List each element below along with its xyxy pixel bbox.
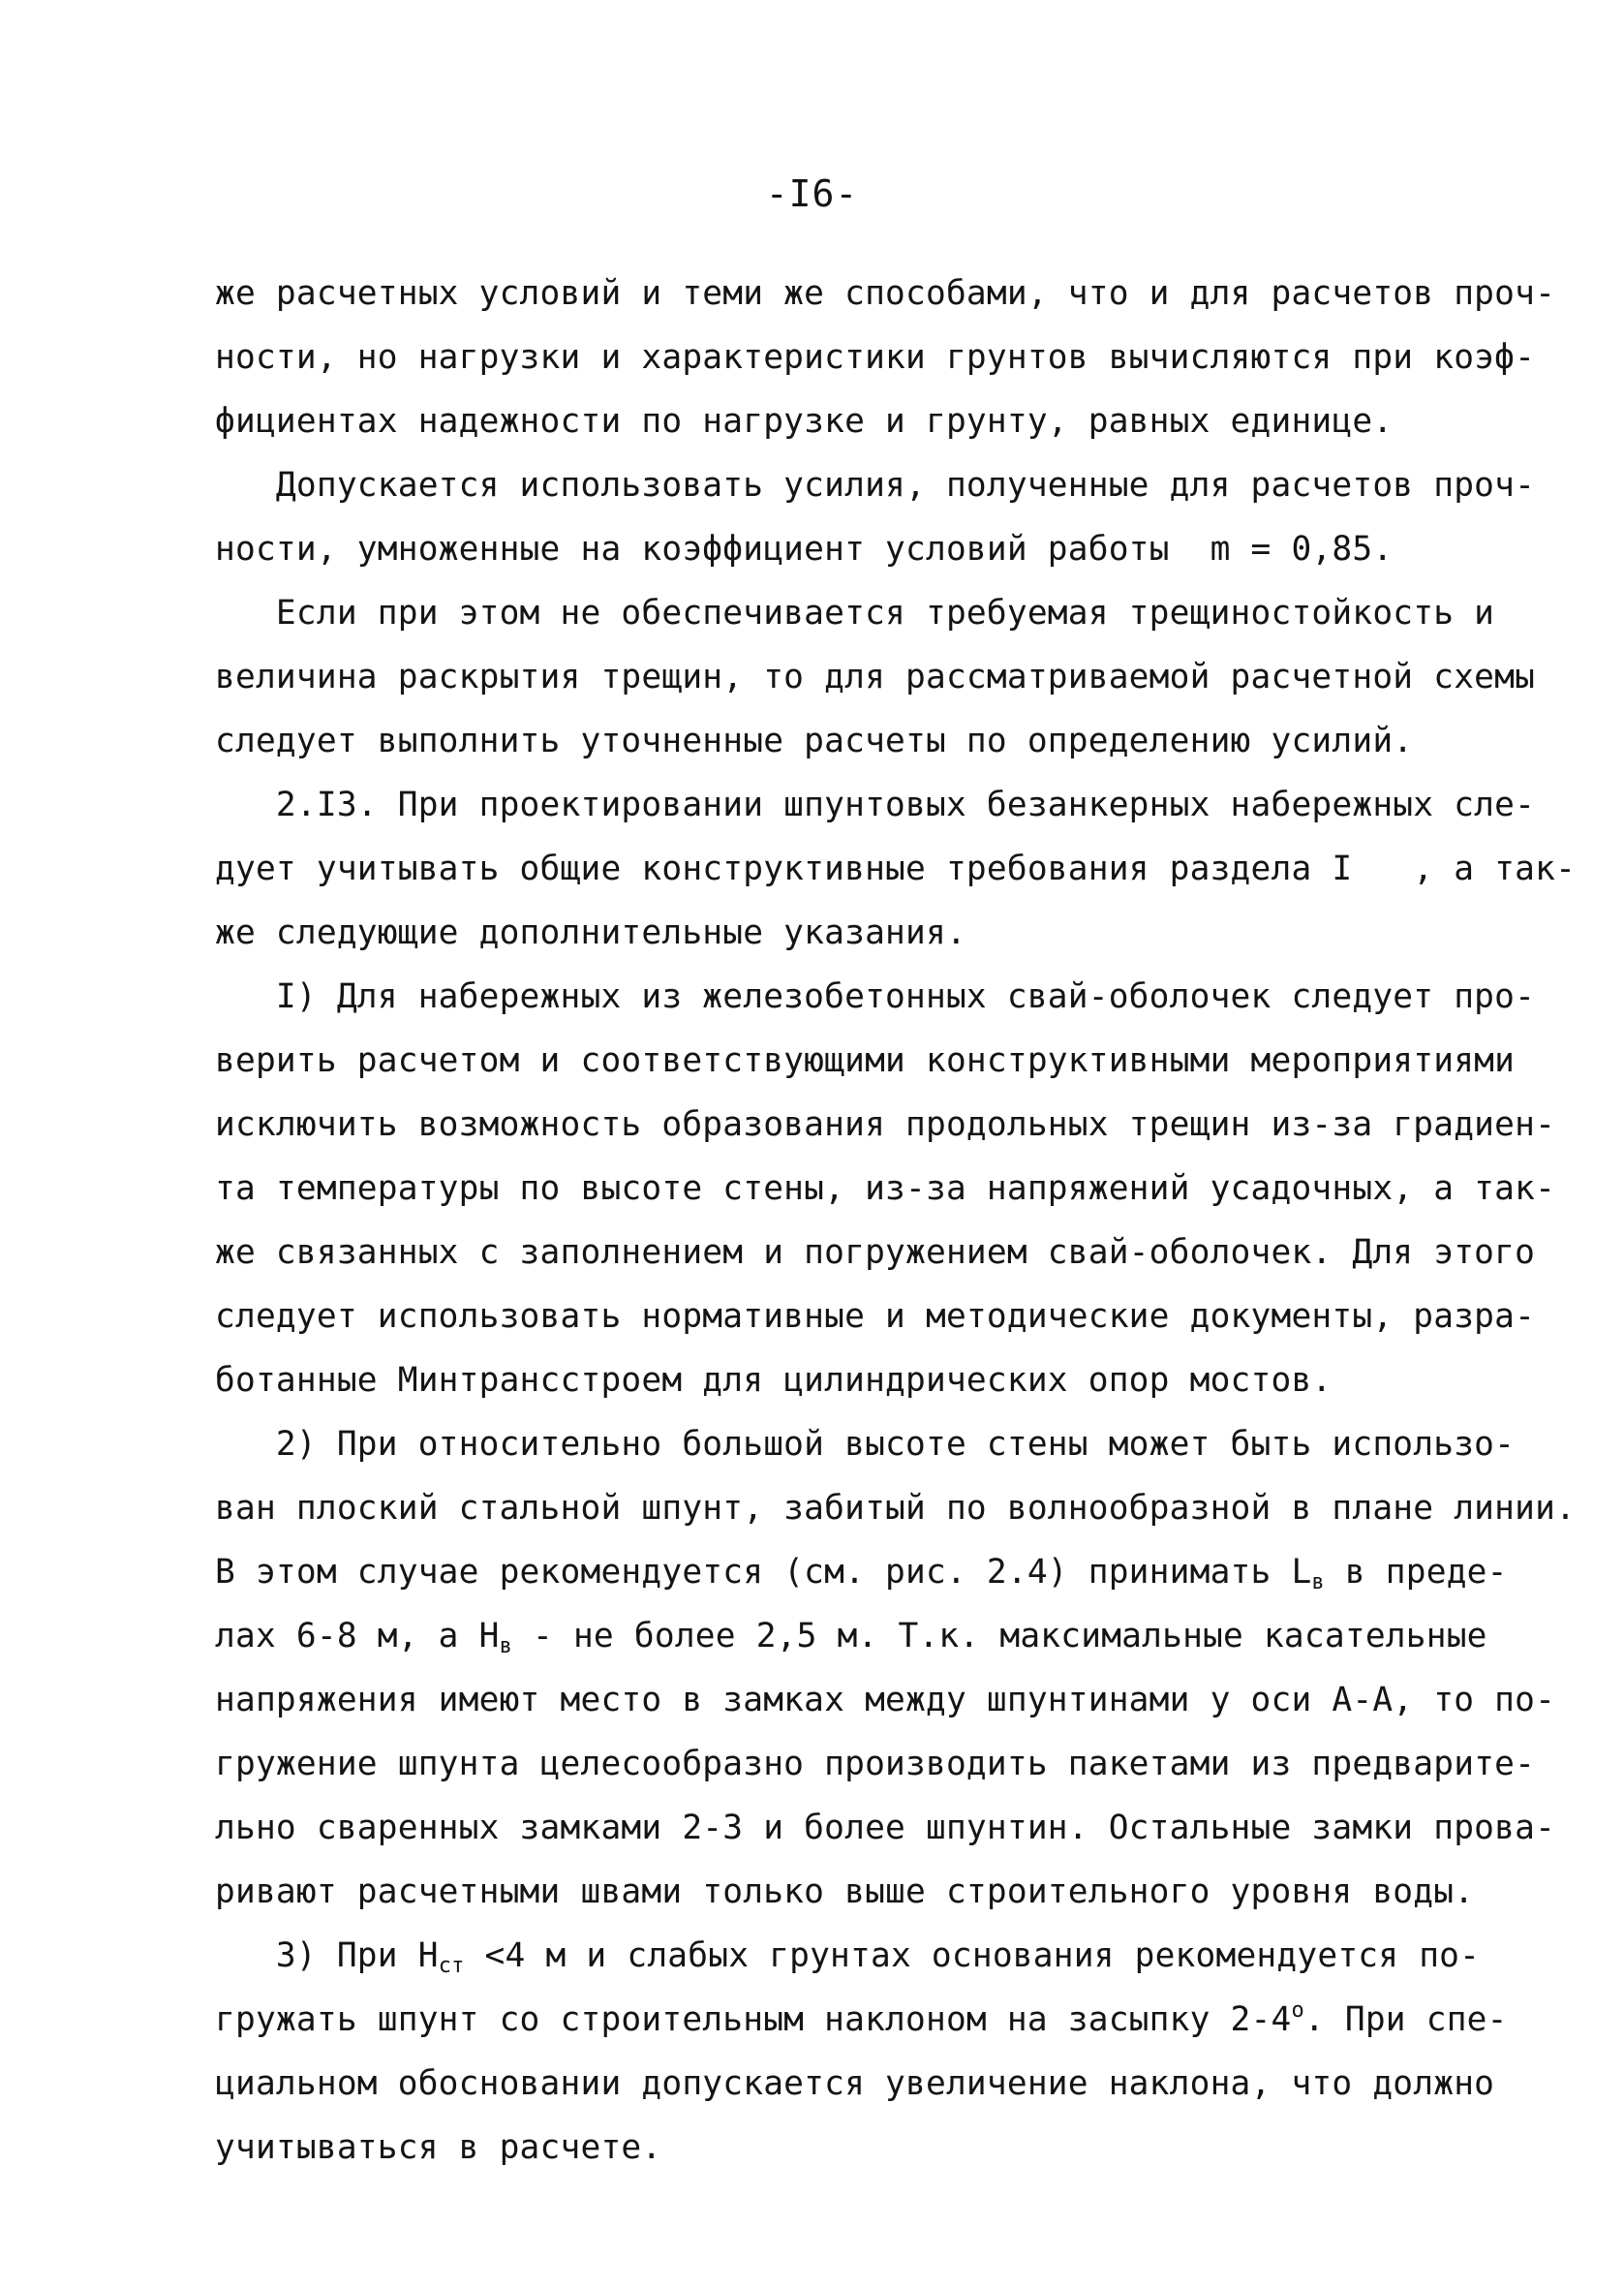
text-line: фициентах надежности по нагрузке и грунту, равных единице.: [215, 402, 1394, 441]
text-line: исключить возможность образования продольных трещин из-за градиен-: [215, 1105, 1556, 1144]
text-line: [215, 1540, 1508, 1604]
text-line: льно сваренных замками 2-3 и более шпунтин. Остальные замки прова-: [215, 1809, 1556, 1847]
text-line: та температуры по высоте стены, из-за напряжений усадочных, а так-: [215, 1169, 1556, 1208]
text-line: напряжения имеют место в замках между шпунтинами у оси А-А, то по-: [215, 1681, 1556, 1719]
text-segment: в преде-: [1324, 1553, 1508, 1592]
superscript: о: [1291, 1998, 1304, 2023]
text-segment: гружать шпунт со строительным наклоном на засыпку 2-4: [215, 2000, 1292, 2039]
subscript: в: [1311, 1570, 1325, 1594]
text-segment: лах 6-8 м, а H: [215, 1617, 500, 1655]
text-line: же следующие дополнительные указания.: [215, 913, 966, 952]
text-line: ван плоский стальной шпунт, забитый по волнообразной в плане линии.: [215, 1489, 1577, 1528]
page-number: -I6-: [765, 172, 859, 215]
text-line: же расчетных условий и теми же способами, что и для расчетов проч-: [215, 274, 1556, 313]
subscript: в: [499, 1634, 513, 1658]
text-line: 2) При относительно большой высоте стены может быть использо-: [215, 1425, 1516, 1464]
text-line: учитываться в расчете.: [215, 2128, 662, 2167]
text-line: дует учитывать общие конструктивные требования раздела I , а так-: [215, 850, 1577, 888]
text-line: ности, умноженные на коэффициент условий работы m = 0,85.: [215, 530, 1394, 569]
text-line: циальном обосновании допускается увеличение наклона, что должно: [215, 2064, 1495, 2103]
text-line: Допускается использовать усилия, полученные для расчетов проч-: [215, 466, 1536, 505]
text-line: [215, 1604, 1493, 1668]
text-line: же связанных с заполнением и погружением свай-оболочек. Для этого: [215, 1233, 1536, 1272]
text-segment: <4 м и слабых грунтах основания рекомендуется по-: [464, 1936, 1481, 1975]
text-line: ности, но нагрузки и характеристики грунтов вычисляются при коэф-: [215, 338, 1536, 377]
text-line: верить расчетом и соответствующими конструктивными мероприятиями: [215, 1041, 1516, 1080]
text-line: гружение шпунта целесообразно производить пакетами из предварите-: [215, 1745, 1536, 1783]
text-line: ботанные Минтрансстроем для цилиндрических опор мостов.: [215, 1361, 1333, 1400]
text-line: [215, 1924, 1493, 1988]
text-line: следует использовать нормативные и методические документы, разра-: [215, 1297, 1536, 1336]
document-text: [215, 262, 1577, 2180]
text-line: 2.I3. При проектировании шпунтовых безанкерных набережных сле-: [215, 786, 1536, 824]
text-segment: . При спе-: [1303, 2000, 1508, 2039]
text-line: Если при этом не обеспечивается требуемая трещиностойкость и: [215, 594, 1495, 633]
text-segment: - не более 2,5 м. Т.к. максимальные касательные: [512, 1617, 1487, 1655]
text-line: следует выполнить уточненные расчеты по определению усилий.: [215, 722, 1414, 760]
text-line: ривают расчетными швами только выше строительного уровня воды.: [215, 1872, 1475, 1911]
text-segment: 3) При H: [215, 1936, 439, 1975]
text-line: величина раскрытия трещин, то для рассматриваемой расчетной схемы: [215, 658, 1536, 696]
text-line: [215, 1988, 1508, 2052]
text-line: I) Для набережных из железобетонных свай-оболочек следует про-: [215, 977, 1536, 1016]
subscript: ст: [438, 1954, 465, 1978]
text-segment: В этом случае рекомендуется (см. рис. 2.4) принимать L: [215, 1553, 1312, 1592]
